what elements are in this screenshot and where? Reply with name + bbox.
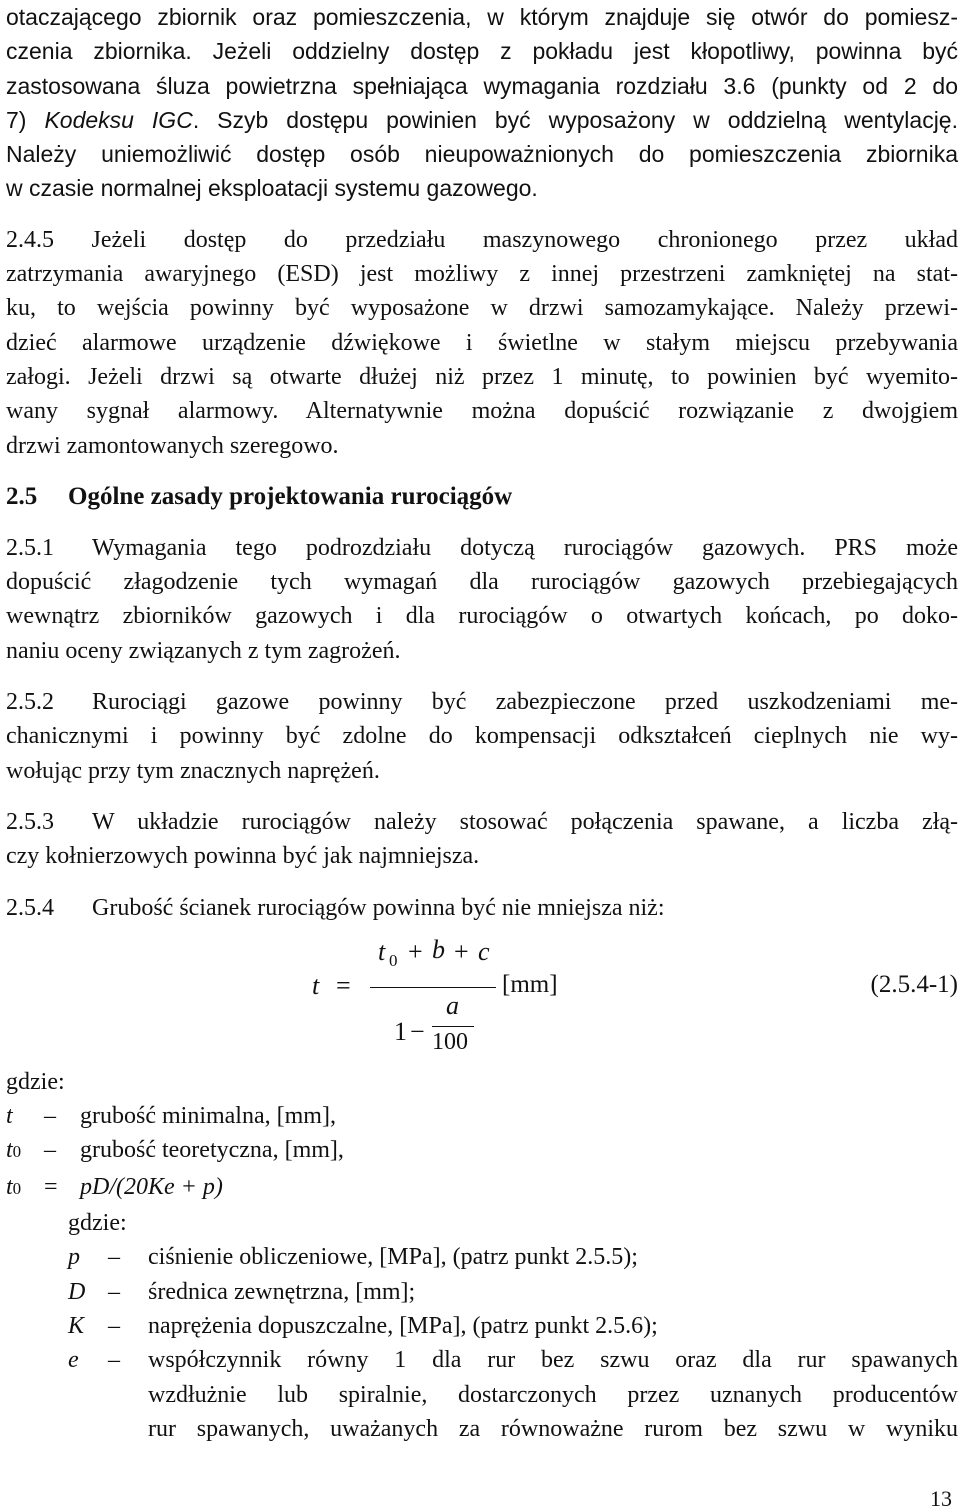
formula-num-t: t [378, 936, 386, 966]
text-line: wewnątrz zbiorników gazowych i dla rurociągów o otwartych końcach, po doko- [6, 603, 958, 630]
definition-text: grubość minimalna, [mm], [80, 1103, 336, 1130]
paragraph-2-4-5 [6, 223, 958, 463]
formula-num-plus1: + [408, 936, 423, 966]
formula-lhs: t [312, 970, 320, 1000]
text-line: dopuścić złagodzenie tych wymagań dla rurociągów gazowych przebiegających [6, 569, 958, 596]
text-line: zatrzymania awaryjnego (ESD) jest możliwy z innej przestrzeni zamkniętej na stat- [6, 261, 958, 288]
text-fragment: 7) [6, 106, 45, 133]
text-line: wany sygnał alarmowy. Alternatywnie można dopuścić rozwiązanie z dwojgiem [6, 398, 958, 425]
text-line: naniu oceny związanych z tym zagrożeń. [6, 637, 401, 664]
text-line: wołując przy tym znacznych naprężeń. [6, 757, 380, 784]
definition-dash: = [44, 1173, 58, 1200]
formula-num-plus2: + [454, 936, 469, 966]
text-line: zastosowana śluza powietrzna spełniająca wymagania rozdziału 3.6 (punkty od 2 do [6, 72, 958, 99]
symbol-subscript: 0 [12, 1178, 22, 1198]
symbol-subscript: 0 [12, 1142, 22, 1162]
text-line [6, 805, 958, 839]
definition-dash: – [44, 1137, 56, 1164]
sub-definition-text: wzdłużnie lub spiralnie, dostarczonych przez uznanych producentów [148, 1381, 958, 1408]
text-line: czenia zbiornika. Jeżeli oddzielny dostęp z pokładu jest kłopotliwy, powinna być [6, 38, 958, 65]
section-title: Ogólne zasady projektowania rurociągów [68, 482, 513, 510]
text-line [6, 685, 958, 719]
section-heading [6, 480, 958, 514]
section-number: 2.5 [6, 482, 38, 510]
text-line [6, 223, 958, 257]
formula-den-minus: − [410, 1016, 425, 1046]
formula-num-b: b [432, 934, 445, 964]
text-line: chanicznymi i powinny być zdolne do kompensacji odkształceń cieplnych nie wy- [6, 723, 958, 750]
text-line: dzieć alarmowe urządzenie dźwiękowe i świetlne w stałym miejscu przebywania [6, 329, 958, 356]
formula-2-5-4-1 [6, 925, 958, 1065]
text-line [6, 891, 958, 925]
text-fragment: . Szyb dostępu powinien być wyposażony w oddzielną wentylację. [192, 106, 958, 133]
definition-dash: – [44, 1103, 56, 1130]
inner-fraction-line [432, 1026, 474, 1027]
indent-spacer [108, 1378, 148, 1412]
sub-definition-text: współczynnik równy 1 dla rur bez szwu oraz dla rur spawanych [148, 1347, 958, 1374]
sub-definition-continuation [68, 1412, 958, 1446]
sub-definition-symbol: K [68, 1312, 85, 1339]
sub-definition-continuation [68, 1378, 958, 1412]
text-line: załogi. Jeżeli drzwi są otwarte dłużej niż przez 1 minutę, to powinien być wyemito- [6, 363, 958, 390]
text-fragment: Wymagania tego podrozdziału dotyczą rurociągów gazowych. PRS może [92, 534, 958, 561]
paragraph-2-5-3 [6, 805, 958, 874]
text-fragment: W układzie rurociągów należy stosować połączenia spawane, a liczba złą- [92, 808, 958, 835]
sub-definition-row [68, 1343, 958, 1377]
sub-definition-symbol: D [68, 1278, 86, 1305]
text-line: otaczającego zbiornik oraz pomieszczenia, w którym znajduje się otwór do pomiesz- [6, 4, 958, 30]
sub-definition-row [68, 1240, 958, 1274]
text-line: drzwi zamontowanych szeregowo. [6, 432, 339, 459]
definition-row [6, 1099, 958, 1133]
definition-symbol [6, 1170, 44, 1206]
formula-unit: [mm] [502, 970, 558, 998]
document-page [6, 0, 958, 1446]
main-fraction-line [370, 987, 496, 989]
symbol-letter: t [6, 1137, 13, 1164]
paragraph-number: 2.5.4 [6, 894, 54, 921]
definition-formula: pD/(20Ke + p) [80, 1173, 223, 1200]
text-line: w czasie normalnej eksploatacji systemu gazowego. [6, 175, 538, 202]
sub-definition-symbol: e [68, 1347, 79, 1374]
indent-spacer [68, 1378, 108, 1412]
text-line: ku, to wejścia powinny być wyposażone w drzwi samozamykające. Należy przewi- [6, 295, 958, 322]
sub-definition-row [68, 1275, 958, 1309]
sub-definition-text: naprężenia dopuszczalne, [MPa], (patrz punkt 2.5.6); [148, 1312, 658, 1339]
definition-symbol [6, 1133, 44, 1169]
text-line: czy kołnierzowych powinna być jak najmniejsza. [6, 843, 480, 870]
definitions-list [6, 1065, 958, 1446]
sub-definition-symbol: p [68, 1244, 80, 1271]
sub-definition-dash: – [108, 1312, 120, 1339]
formula-num-c: c [478, 936, 490, 966]
paragraph-number: 2.5.3 [6, 808, 54, 835]
formula-reference: (2.5.4-1) [870, 970, 958, 998]
text-line [6, 103, 958, 137]
formula-equals: = [336, 970, 351, 1000]
paragraph-number: 2.4.5 [6, 226, 54, 253]
sub-definitions [6, 1206, 958, 1446]
sub-definition-dash: – [108, 1347, 120, 1374]
indent-spacer [68, 1412, 108, 1446]
paragraph-number: 2.5.1 [6, 534, 54, 561]
formula-den-a: a [446, 990, 459, 1020]
formula-num-sub: 0 [389, 950, 398, 970]
sub-definition-text: średnica zewnętrzna, [mm]; [148, 1278, 416, 1305]
formula-den-100: 100 [432, 1028, 468, 1055]
sub-definitions-intro: gdzie: [68, 1210, 127, 1237]
indent-spacer [108, 1412, 148, 1446]
symbol-letter: t [6, 1173, 13, 1200]
text-line [6, 531, 958, 565]
formula-den-one: 1 [394, 1016, 407, 1046]
code-reference: Kodeksu IGC [44, 106, 193, 133]
text-fragment: Rurociągi gazowe powinny być zabezpieczone przed uszkodzeniami me- [92, 689, 958, 716]
page-number: 13 [930, 1486, 952, 1511]
intro-paragraph [6, 0, 958, 206]
paragraph-2-5-1 [6, 531, 958, 668]
definition-text: grubość teoretyczna, [mm], [80, 1137, 344, 1164]
sub-definition-text: rur spawanych, uważanych za równoważne rurom bez szwu w wyniku [148, 1415, 958, 1442]
text-fragment: Grubość ścianek rurociągów powinna być nie mniejsza niż: [92, 894, 665, 921]
paragraph-number: 2.5.2 [6, 689, 54, 716]
definition-row [6, 1133, 958, 1169]
text-line: Należy uniemożliwić dostęp osób nieupoważnionych do pomieszczenia zbiornika [6, 141, 958, 168]
definitions-intro: gdzie: [6, 1068, 65, 1095]
sub-definition-dash: – [108, 1278, 120, 1305]
sub-definition-dash: – [108, 1244, 120, 1271]
text-fragment: Jeżeli dostęp do przedziału maszynowego chronionego przez układ [54, 226, 958, 253]
sub-definition-text: ciśnienie obliczeniowe, [MPa], (patrz punkt 2.5.5); [148, 1244, 638, 1271]
definition-row [6, 1170, 958, 1206]
paragraph-2-5-4 [6, 891, 958, 925]
sub-definition-row [68, 1309, 958, 1343]
paragraph-2-5-2 [6, 685, 958, 788]
definition-symbol: t [6, 1103, 13, 1130]
